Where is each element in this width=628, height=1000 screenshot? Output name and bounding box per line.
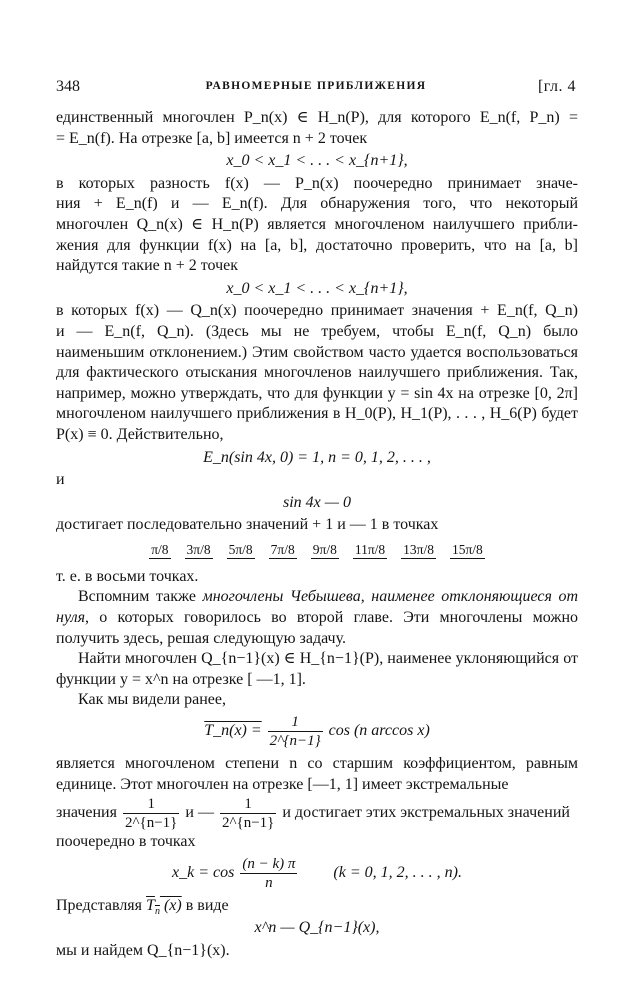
conjunction-i: и (56, 471, 65, 489)
paragraph-8 (56, 941, 578, 962)
page-body (56, 108, 578, 962)
point-fraction: 5π/8 (228, 541, 253, 557)
point-fraction: 13π/8 (403, 541, 434, 557)
paragraph-2 (56, 174, 578, 277)
emphasis-chebyshev: многочлены Чебышева, наименее отклоняющиеся от нуля (56, 588, 579, 627)
paragraph-7: Представляя $T_n$ (x) в виде (56, 896, 229, 917)
text-line: т. е. в восьми точках. (56, 567, 199, 585)
fraction-one-over-pow: $\frac{1}{2\^{}\{n-1\}}$ (124, 796, 178, 832)
page-number: 348 (56, 78, 80, 95)
text-line: достигает последовательно значений + 1 и — 1 в точках (56, 516, 439, 534)
paragraph-task: Найти многочлен Q_{n−1}(x) ∈ H_{n−1}(P), наименее уклоняющийся от функции y = x^n на отрезке [ —1, 1]. (56, 650, 578, 688)
formula-en-sin: E_n(sin 4x, 0) = 1, n = 0, 1, 2, . . . , (203, 448, 431, 466)
text-block: и — E_n(f, Q_n). (Здесь мы не требуем, чтобы E_n(f, Q_n) было наименьшим отклонением.) Этим свойством часто удается воспользоваться для фактического отыскания многочленов наилучшего приближения. Так, например, можно утверждать, что для функции y = sin 4x на отрезке [0, 2π] многочленом наилучшего приближения в H_0(P), H_1(P), . . . , H_6(P) будет P(x) ≡ 0. Действительно, (56, 322, 578, 443)
text-line-extremes: значения $\frac{1}{2\^{}\{n-1\}}$ и — $\frac{1}{2\^{}\{n-1\}}$ и достигает этих экстремальных значений (56, 796, 570, 832)
paragraph-1 (56, 108, 578, 149)
text-line: ния + E_n(f) и — E_n(f). Для обнаружения того, что некоторый (56, 195, 578, 213)
chapter-label: [гл. 4 (537, 78, 576, 95)
formula-points-2: x_0 < x_1 < . . . < x_{n+1}, (226, 279, 408, 297)
paragraph-chebyshev: Вспомним также многочлены Чебышева, наименее отклоняющиеся от нуля, о которых говорилось во второй главе. Эти многочлены можно получить здесь, решая следующую задачу. (56, 588, 579, 647)
paragraph-3 (56, 301, 578, 445)
point-fraction: 11π/8 (354, 541, 386, 557)
point-fraction: 3π/8 (186, 541, 211, 557)
text-line: в которых разность f(x) — P_n(x) поочередно принимает значе- (56, 174, 578, 192)
paragraph-6: является многочленом степени n со старшим коэффициентом, равным единице. Этот многочлен на отрезке [—1, 1] имеет экстремальные значения $\frac{1}{2\^{}\{n-1\}}$ и — $\frac{1}{2\^{}\{n-1\}}$ и достигает этих экстремальных значений поочередно в точках (56, 754, 578, 853)
fraction-one-over-pow: $\frac{1}{2\^{}\{n-1\}}$ (221, 796, 275, 832)
tn-symbol: $T_n$ (x) (146, 896, 182, 917)
formula-chebyshev-tn: T_n(x) = $\frac{1}{2\^{}\{n-1\}}$ cos (n arccos x) (204, 714, 430, 750)
text-line: мы и найдем Q_{n−1}(x). (56, 942, 230, 959)
fraction-one-over-pow: $\frac{1}{2\^{}\{n-1\}}$ (269, 714, 321, 750)
text-line: жения для функции f(x) на [a, b], достаточно проверить, что на [a, b] (56, 236, 578, 254)
point-fraction: 15π/8 (451, 541, 483, 557)
running-title: РАВНОМЕРНЫЕ ПРИБЛИЖЕНИЯ (205, 80, 427, 92)
point-fraction: π/8 (151, 541, 169, 557)
formula-xk: x_k = cos $\frac{(n - k) \pi}{n}$ (k = 0, 1, 2, . . . , n). (172, 855, 462, 891)
text-line: поочередно в точках (56, 833, 196, 851)
text-line: найдутся такие n + 2 точек (56, 257, 239, 275)
text-line: многочлен Q_n(x) ∈ H_n(P) является многочленом наилучшего прибли- (56, 215, 578, 233)
text-line: = E_n(f). На отрезке [a, b] имеется n + 2 точек (56, 129, 368, 147)
page-header (56, 78, 576, 100)
paragraph-4 (56, 515, 578, 536)
formula-eight-points (56, 542, 578, 559)
formula-points-1: x_0 < x_1 < . . . < x_{n+1}, (226, 152, 408, 170)
point-fraction: 7π/8 (270, 541, 295, 557)
paragraph-as-seen: Как мы видели ранее, (78, 691, 226, 709)
point-fraction: 9π/8 (312, 541, 337, 557)
formula-xn-minus-q: x^n — Q_{n−1}(x), (254, 919, 380, 937)
fraction-cos-arg: $\frac{(n - k) \pi}{n}$ (242, 855, 296, 891)
formula-sin-minus-zero: sin 4x — 0 (283, 493, 351, 511)
text-line: в которых f(x) — Q_n(x) поочередно принимает значения + E_n(f, Q_n) (56, 302, 578, 320)
paragraph-5 (56, 567, 578, 588)
text-line: единственный многочлен P_n(x) ∈ H_n(P), для которого E_n(f, P_n) = (56, 109, 578, 126)
